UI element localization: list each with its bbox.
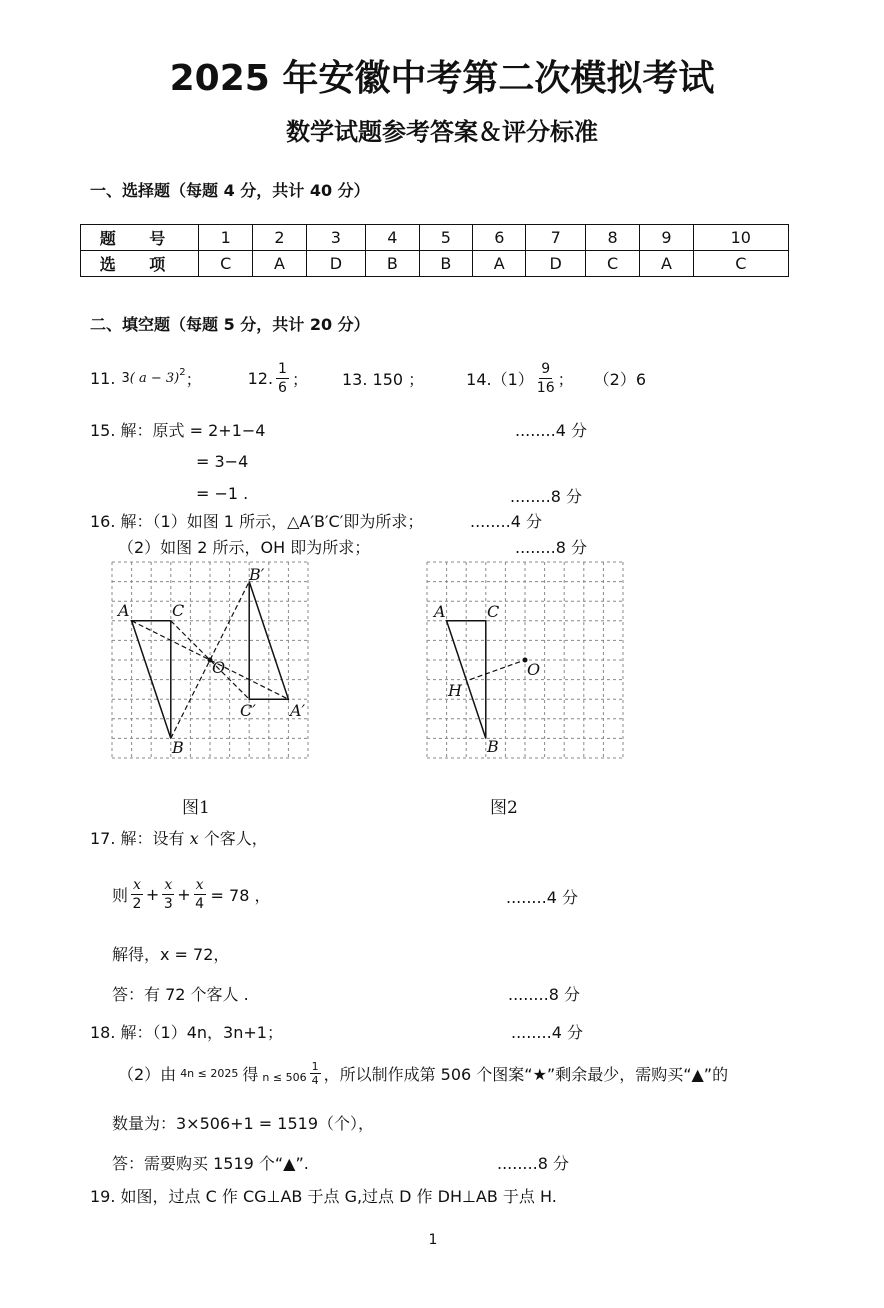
- table-cell: 7: [526, 225, 585, 251]
- table-cell: 4: [366, 225, 419, 251]
- q18-ineq1: 4n ≤ 2025: [180, 1066, 239, 1080]
- q17-frac1-num: x: [133, 876, 141, 893]
- q16-score1: ........4 分: [470, 512, 542, 531]
- q12-den: 6: [278, 379, 287, 396]
- q14-part2: （2）6: [593, 369, 647, 389]
- figure-1: [100, 556, 330, 762]
- q17-score1: ........4 分: [506, 888, 578, 907]
- page-title: 2025 年安徽中考第二次模拟考试: [169, 58, 715, 99]
- fig2-label-o: O: [527, 660, 541, 679]
- section-fill-heading: 二、填空题（每题 5 分，共计 20 分）: [90, 315, 370, 334]
- q16-score2: ........8 分: [515, 538, 587, 557]
- q18-score2: ........8 分: [497, 1154, 569, 1173]
- table-cell: 9: [640, 225, 693, 251]
- fig2-label-c: C: [487, 602, 500, 621]
- q16-line1: 16. 解：（1）如图 1 所示，△A′B′C′即为所求；: [90, 512, 424, 531]
- q17-plus2: +: [177, 884, 191, 904]
- page-subtitle: 数学试题参考答案＆评分标准: [286, 118, 598, 146]
- q12-sep: ；: [291, 369, 308, 389]
- table-cell: A: [253, 251, 306, 277]
- q18-line2-c: ，所以制作成第 506 个图案“★”剩余最少，需购买“▲”的: [323, 1064, 729, 1084]
- q17-frac2-num: x: [164, 876, 173, 893]
- q18-line2: [118, 1052, 728, 1094]
- q18-frac-den: 4: [311, 1073, 319, 1087]
- q18-score1: ........4 分: [511, 1023, 583, 1042]
- q17-pre: 17. 解：设有: [90, 829, 190, 848]
- table-cell: A: [473, 251, 526, 277]
- q17-line1: [90, 826, 268, 849]
- q18-line3: 数量为：3×506+1 = 1519（个），: [112, 1114, 375, 1133]
- table-row: [81, 225, 789, 251]
- fig1-label-a1: A′: [290, 701, 306, 720]
- q11-sep: ；: [185, 369, 202, 389]
- q14-label: 14.（1）: [466, 369, 534, 389]
- fig1-label-o: O: [212, 658, 226, 677]
- q15-line2: = 3−4: [196, 452, 249, 471]
- q18-line1: 18. 解：（1）4n，3n+1；: [90, 1023, 283, 1042]
- table-cell: B: [419, 251, 472, 277]
- q12-num: 1: [278, 360, 287, 377]
- q17-score2: ........8 分: [508, 985, 580, 1004]
- table-row: [81, 251, 789, 277]
- q17-frac2: [162, 876, 174, 913]
- table-header-answer: 选 项: [81, 251, 199, 277]
- table-cell: C: [585, 251, 639, 277]
- table-cell: B: [366, 251, 419, 277]
- fig1-label-b1: B′: [249, 565, 265, 584]
- table-cell: C: [693, 251, 788, 277]
- fig1-label-c: C: [172, 601, 185, 620]
- q14-den: 16: [536, 379, 555, 396]
- q17-frac3-den: 4: [195, 895, 205, 912]
- table-cell: D: [526, 251, 585, 277]
- q17-post: 个客人，: [198, 829, 268, 848]
- q18-fraction: [310, 1060, 321, 1087]
- q14-sep: ；: [557, 369, 574, 389]
- table-cell: 6: [473, 225, 526, 251]
- q17-equation: [112, 872, 271, 916]
- q11-exp: 2: [179, 366, 186, 378]
- q14-fraction: [537, 360, 555, 397]
- table-cell: 5: [419, 225, 472, 251]
- q14-num: 9: [541, 360, 551, 377]
- q15-line1: 15. 解：原式 = 2+1−4: [90, 421, 266, 440]
- answer-table: [80, 224, 789, 277]
- q18-line4: 答：需要购买 1519 个“▲”.: [112, 1154, 309, 1173]
- q19-line: 19. 如图，过点 C 作 CG⊥AB 于点 G,过点 D 作 DH⊥AB 于点 H.: [90, 1187, 557, 1206]
- table-cell: 10: [693, 225, 788, 251]
- fill-answers-line: [90, 358, 646, 398]
- table-cell: 2: [253, 225, 306, 251]
- fig1-label-c1: C′: [240, 701, 256, 720]
- table-header-number: 题 号: [81, 225, 199, 251]
- table-cell: A: [640, 251, 693, 277]
- table-cell: 1: [199, 225, 253, 251]
- q18-frac-num: 1: [311, 1059, 319, 1073]
- table-cell: 8: [585, 225, 639, 251]
- figure-1-caption: 图1: [182, 798, 210, 818]
- q17-eq-pre: 则: [112, 885, 129, 905]
- fig1-label-b: B: [172, 738, 184, 757]
- q11-coef: 3: [121, 370, 130, 386]
- figure-2-caption: 图2: [490, 798, 518, 818]
- q15-score1: ........4 分: [515, 421, 587, 440]
- q15-score2: ........8 分: [510, 487, 582, 506]
- fig2-label-a: A: [434, 602, 446, 621]
- q18-ineq2: n ≤ 506: [262, 1070, 307, 1084]
- fig2-label-h: H: [448, 681, 462, 700]
- q11-label: 11.: [90, 368, 116, 388]
- q17-plus1: +: [145, 884, 160, 904]
- q15-line3: = −1 .: [196, 484, 249, 503]
- q17-line3: 解得，x = 72，: [112, 945, 230, 964]
- q18-line2-a: （2）由: [118, 1064, 177, 1084]
- q18-line2-b: 得: [242, 1064, 259, 1084]
- table-cell: C: [199, 251, 253, 277]
- q16-line2: （2）如图 2 所示，OH 即为所求；: [118, 538, 371, 557]
- q17-frac1-den: 2: [132, 895, 142, 912]
- q12-label: 12.: [247, 368, 274, 388]
- figure-2: [420, 556, 630, 762]
- fig2-label-b: B: [487, 737, 499, 756]
- q17-frac3-num: x: [195, 876, 204, 893]
- section-choice-heading: 一、选择题（每题 4 分，共计 40 分）: [90, 181, 370, 200]
- q17-var: x: [189, 829, 199, 848]
- q11-paren: ( a − 3): [129, 370, 180, 386]
- fig1-label-a: A: [118, 601, 130, 620]
- q17-line4: 答：有 72 个客人 .: [112, 985, 249, 1004]
- q17-frac2-den: 3: [163, 895, 173, 912]
- q13-answer: 13. 150 ；: [341, 369, 425, 389]
- page-number: 1: [428, 1232, 438, 1248]
- q17-eq-post: = 78 ，: [210, 885, 271, 905]
- table-cell: D: [306, 251, 365, 277]
- q17-frac1: [131, 876, 143, 913]
- q12-fraction: [276, 360, 289, 397]
- table-cell: 3: [306, 225, 365, 251]
- segment-oh: [470, 660, 525, 680]
- q17-frac3: [194, 876, 206, 913]
